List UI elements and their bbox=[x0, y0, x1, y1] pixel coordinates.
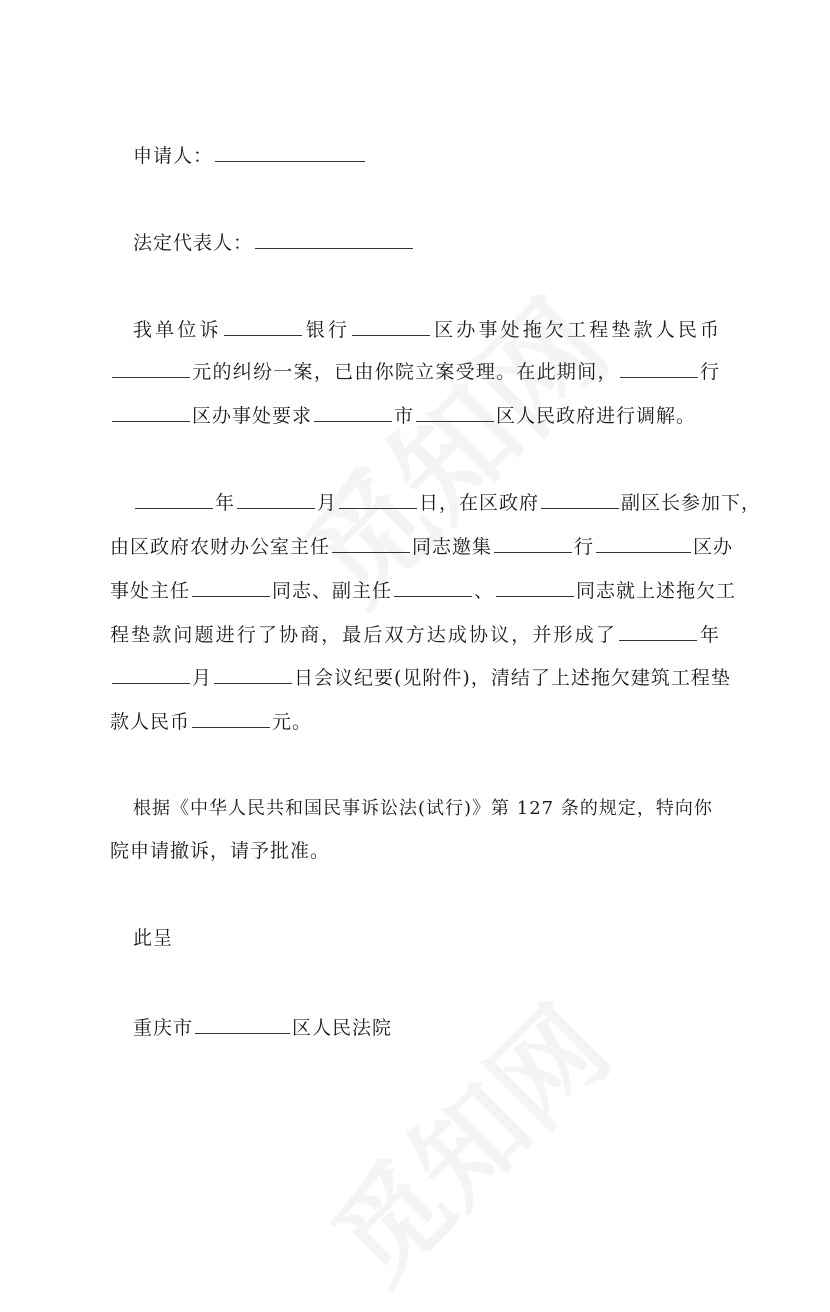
text: 行 bbox=[574, 536, 595, 558]
text: 市 bbox=[394, 405, 415, 427]
text: 区办事处要求 bbox=[192, 405, 313, 427]
blank bbox=[541, 489, 619, 509]
text: 年 bbox=[698, 624, 720, 646]
legal-rep-line bbox=[133, 229, 743, 256]
blank bbox=[192, 708, 270, 728]
blank bbox=[135, 489, 213, 509]
blank bbox=[112, 402, 190, 422]
text: 行 bbox=[699, 361, 720, 383]
blank bbox=[224, 316, 302, 336]
text: 、 bbox=[474, 580, 495, 602]
blank bbox=[214, 664, 292, 684]
para2-line6 bbox=[110, 708, 720, 735]
court-line bbox=[133, 1014, 743, 1041]
salutation: 此呈 bbox=[133, 927, 174, 949]
text: 区人民政府进行调解。 bbox=[496, 405, 697, 427]
blank bbox=[394, 577, 472, 597]
text: 副区长参加下， bbox=[621, 492, 762, 514]
text: 日会议纪要(见附件)，清结了上述拖欠建筑工程垫 bbox=[294, 667, 731, 689]
text: 我单位诉 bbox=[133, 319, 222, 341]
text: 月 bbox=[317, 492, 338, 514]
text: 同志、副主任 bbox=[272, 580, 393, 602]
blank bbox=[192, 577, 270, 597]
para2-line3 bbox=[110, 577, 737, 604]
text: 区办 bbox=[693, 536, 734, 558]
text: 月 bbox=[192, 667, 213, 689]
para2-line5 bbox=[110, 664, 731, 691]
blank bbox=[494, 533, 572, 553]
para2-line2 bbox=[110, 533, 734, 560]
text: 事处主任 bbox=[110, 580, 191, 602]
blank bbox=[339, 489, 417, 509]
text: 程垫款问题进行了协商，最后双方达成协议，并形成了 bbox=[110, 624, 617, 646]
text: 元的纠纷一案，已由你院立案受理。在此期间， bbox=[192, 361, 618, 383]
applicant-line bbox=[133, 142, 743, 169]
applicant-label: 申请人： bbox=[133, 145, 214, 167]
blank bbox=[112, 664, 190, 684]
legal-rep-blank bbox=[255, 229, 413, 249]
para3-line1: 根据《中华人民共和国民事诉讼法(试行)》第 127 条的规定，特向你 bbox=[133, 798, 713, 819]
blank bbox=[237, 489, 315, 509]
blank bbox=[112, 358, 190, 378]
text: 区人民法院 bbox=[292, 1017, 393, 1039]
para2-line4 bbox=[110, 621, 720, 648]
blank bbox=[352, 316, 430, 336]
text: 由区政府农财办公室主任 bbox=[110, 536, 331, 558]
blank bbox=[416, 402, 494, 422]
blank bbox=[620, 358, 698, 378]
para1-line3 bbox=[110, 402, 720, 429]
para2-line1 bbox=[133, 489, 762, 516]
text: 银行 bbox=[303, 319, 351, 341]
text: 款人民币 bbox=[110, 711, 191, 733]
legal-rep-label: 法定代表人： bbox=[133, 232, 254, 254]
text: 元。 bbox=[272, 711, 313, 733]
text: 区办事处拖欠工程垫款人民币 bbox=[432, 319, 720, 341]
blank bbox=[619, 621, 697, 641]
text: 重庆市 bbox=[133, 1017, 194, 1039]
blank bbox=[496, 577, 574, 597]
blank bbox=[314, 402, 392, 422]
court-blank bbox=[195, 1014, 290, 1034]
text: 同志邀集 bbox=[412, 536, 493, 558]
para1-line1 bbox=[133, 316, 720, 343]
para3-line2: 院申请撤诉，请予批准。 bbox=[110, 840, 331, 862]
blank bbox=[332, 533, 410, 553]
text: 日，在区政府 bbox=[419, 492, 540, 514]
text: 年 bbox=[215, 492, 236, 514]
blank bbox=[596, 533, 691, 553]
applicant-blank bbox=[215, 142, 365, 162]
text: 同志就上述拖欠工 bbox=[576, 580, 737, 602]
para1-line2 bbox=[110, 358, 720, 385]
